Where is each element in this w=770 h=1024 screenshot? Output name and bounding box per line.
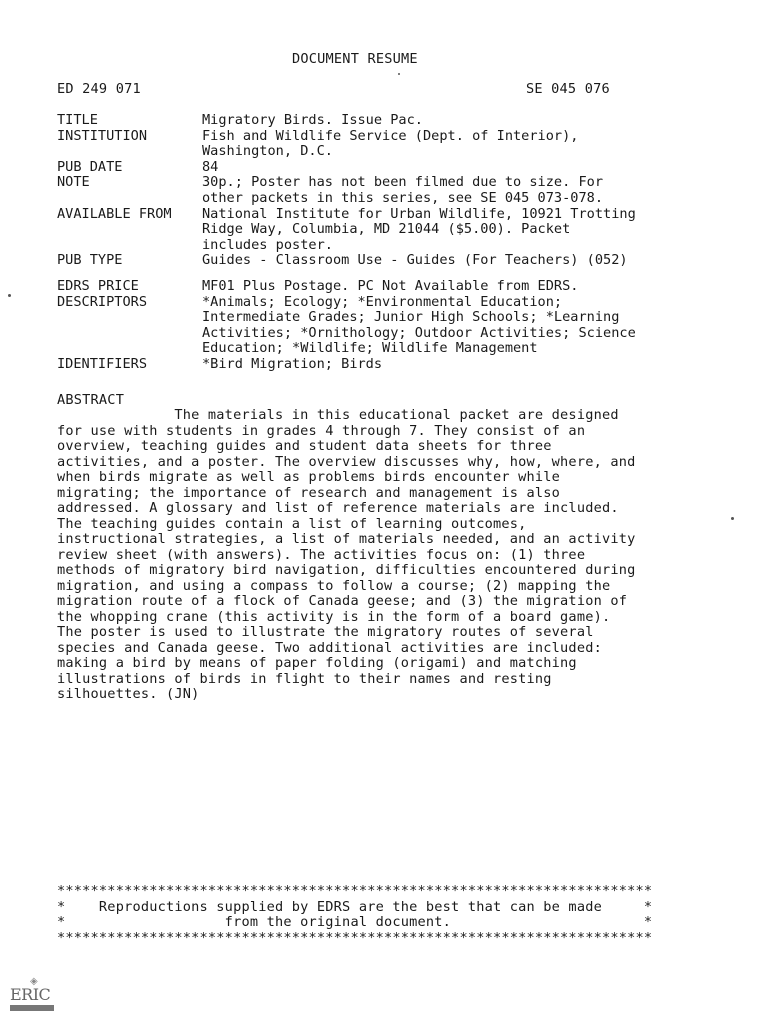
se-number: SE 045 076 — [526, 81, 610, 97]
ed-number: ED 249 071 — [57, 81, 141, 97]
abstract-text — [57, 408, 636, 703]
field-label: PUB TYPE — [57, 252, 123, 269]
field-value: other packets in this series, see SE 045 073-078. — [202, 190, 604, 206]
field-value: Washington, D.C. — [202, 143, 333, 160]
abstract-line: instructional strategies, a list of materials needed, and an activity — [57, 531, 636, 547]
abstract-line: overview, teaching guides and student data sheets for three — [57, 438, 552, 454]
eric-logo-text: ERIC — [10, 985, 51, 1004]
field-value: Intermediate Grades; Junior High Schools; *Learning — [202, 309, 620, 326]
abstract-heading: ABSTRACT — [57, 392, 125, 408]
flame-icon: ◈ — [30, 976, 38, 987]
abstract-line: when birds migrate as well as problems birds encounter while — [57, 469, 561, 485]
abstract-line: migration, and using a compass to follow a course; (2) mapping the — [57, 577, 611, 594]
notice-line: * Reproductions supplied by EDRS are the best that can be made * — [57, 898, 653, 915]
scan-speck — [8, 294, 11, 297]
field-value: National Institute for Urban Wildlife, 10921 Trotting — [202, 205, 636, 222]
abstract-line: The teaching guides contain a list of learning outcomes, — [57, 515, 527, 532]
abstract-line: illustrations of birds in flight to their names and resting — [57, 670, 552, 687]
field-value: 30p.; Poster has not been filmed due to size. For — [202, 174, 604, 191]
field-label: DESCRIPTORS — [57, 293, 148, 310]
abstract-line: methods of migratory bird navigation, difficulties encountered during — [57, 562, 636, 578]
abstract-line: migration route of a flock of Canada geese; and (3) the migration of — [57, 593, 628, 609]
field-value: Fish and Wildlife Service (Dept. of Interior), — [202, 127, 579, 144]
field-value: *Bird Migration; Birds — [202, 356, 383, 372]
abstract-line: species and Canada geese. Two additional activities are included: — [57, 639, 602, 656]
abstract-line: for use with students in grades 4 through 7. They consist of an — [57, 422, 586, 439]
field-label: NOTE — [57, 174, 90, 191]
field-value: includes poster. — [202, 236, 333, 253]
abstract-line: the whopping crane (this activity is in the form of a board game). — [57, 608, 611, 625]
abstract-line: review sheet (with answers). The activities focus on: (1) three — [57, 546, 586, 563]
field-value: Guides - Classroom Use - Guides (For Teachers) (052) — [202, 252, 628, 269]
field-value: 84 — [202, 158, 219, 175]
document-title: DOCUMENT RESUME — [292, 51, 418, 67]
eric-logo — [10, 976, 56, 1014]
notice-line: * from the original document. * — [57, 914, 653, 931]
reproduction-notice — [57, 884, 652, 946]
notice-line: *********************************************************************** — [57, 929, 653, 946]
field-label: INSTITUTION — [57, 127, 148, 144]
field-value: Migratory Birds. Issue Pac. — [202, 112, 423, 128]
eric-logo-band — [10, 1005, 54, 1011]
field-value: Activities; *Ornithology; Outdoor Activities; Science — [202, 324, 636, 341]
abstract-line: addressed. A glossary and list of reference materials are included. — [57, 500, 619, 516]
abstract-line: activities, and a poster. The overview discusses why, how, where, and — [57, 453, 636, 470]
field-label: PUB DATE — [57, 158, 123, 175]
field-label: AVAILABLE FROM — [57, 205, 172, 222]
abstract-line: The materials in this educational packet are designed — [57, 407, 619, 423]
field-label: TITLE — [57, 112, 98, 128]
scan-speck — [731, 517, 734, 520]
notice-line: *********************************************************************** — [57, 883, 653, 899]
field-value: MF01 Plus Postage. PC Not Available from EDRS. — [202, 278, 579, 294]
scan-speck — [398, 73, 400, 75]
abstract-line: The poster is used to illustrate the migratory routes of several — [57, 624, 594, 640]
abstract-line: silhouettes. (JN) — [57, 686, 200, 702]
abstract-line: making a bird by means of paper folding (origami) and matching — [57, 655, 577, 671]
field-label: EDRS PRICE — [57, 278, 139, 294]
field-value: Education; *Wildlife; Wildlife Management — [202, 340, 538, 357]
abstract-line: migrating; the importance of research and management is also — [57, 484, 561, 501]
field-value: Ridge Way, Columbia, MD 21044 ($5.00). Packet — [202, 221, 571, 238]
field-value: *Animals; Ecology; *Environmental Education; — [202, 293, 563, 310]
field-label: IDENTIFIERS — [57, 356, 148, 372]
